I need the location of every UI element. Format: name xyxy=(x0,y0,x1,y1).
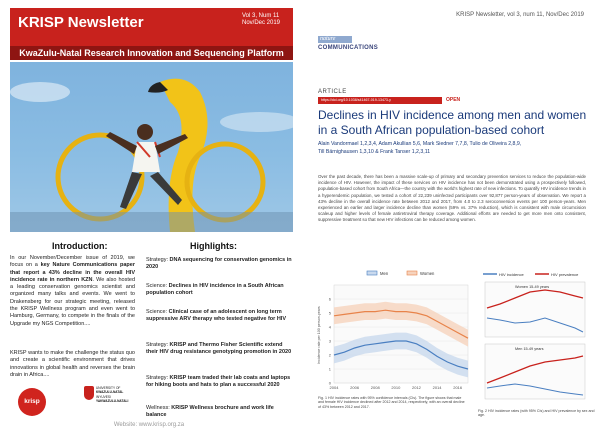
highlight-item[interactable] xyxy=(146,309,293,324)
legend-label: Women xyxy=(420,271,435,276)
highlight-item[interactable] xyxy=(146,375,293,390)
figure-1-caption: Fig. 1 HIV incidence rates with 95% confidence intervals (CIs). The figure shows that male and female HIV incidence declined after 2012 and 2014, respectively, with an overall decline of 43% between 2012 and 2017. xyxy=(318,396,465,409)
y-axis-label: Incidence rate per 100 person-years xyxy=(317,306,321,364)
introduction-paragraph xyxy=(10,255,135,328)
figure-2-chart xyxy=(475,268,597,408)
highlight-category: Science: xyxy=(146,309,169,315)
newsletter-page xyxy=(0,0,298,433)
y-tick-label: 2 xyxy=(328,352,331,358)
legend-swatch xyxy=(407,271,417,275)
highlight-category: Science: xyxy=(146,283,169,289)
intro-text-c: . We also hosted a leading conservation genomics scientist and organized many talks and events. We went to Drakensberg for our strategic meeting, released the KRISP Wellness program and even went to Hamburg, Germany, to compete in the finals of the Upgrade my NGS Competition.... xyxy=(10,276,136,327)
article-type-label: ARTICLE xyxy=(318,89,347,95)
panel-men-title: Men 15-49 years xyxy=(515,347,544,351)
logo-nature-word: nature xyxy=(320,36,336,42)
highlight-item[interactable] xyxy=(146,257,293,272)
panel-women-title: Women 15-49 years xyxy=(515,285,550,289)
highlights-heading: Highlights: xyxy=(190,241,237,251)
intro-text-a: In our November/December issue of 2019, we focus on a xyxy=(10,255,135,269)
panel-women-frame xyxy=(485,282,585,337)
article-abstract: Over the past decade, there has been a massive scale-up of primary and secondary prevention services to reduce the population-wide incidence of HIV. However, the impact of these services on HIV incidence has not been demonstrated using a prospectively followed, population-based cohort from South Africa—the country with the world's highest rate of new infections. To quantify HIV incidence trends in a hyperendemic population, we tested a cohort of 22,239 uninfected participants over 92,877 person-years of observation. We report a 43% decline in the overall incidence rate between 2012 and 2017, from 4.0 to 2.3 seroconversion events per 100 person-years. Men experienced an earlier and larger incidence decline than women (59% vs. 37% reduction), which is consistent with male circumcision scaleup and higher levels of female antiretroviral therapy coverage. Additional efforts are needed to get more men onto consistent, suppressive treatment so that new HIV infections can be reduced among women. xyxy=(318,174,586,223)
platform-name: KwaZulu-Natal Research Innovation and Sequencing Platform xyxy=(19,48,284,58)
highlight-text: Declines in HIV incidence in a South African population cohort xyxy=(146,283,284,297)
newsletter-title: KRISP Newsletter xyxy=(18,14,144,31)
issue-date: Nov/Dec 2019 xyxy=(242,20,281,26)
subtitle-bar xyxy=(10,46,293,60)
article-page xyxy=(302,0,600,433)
x-tick-label: 2006 xyxy=(350,385,360,390)
x-tick-label: 2008 xyxy=(370,385,380,390)
logo-communications-word: COMMUNICATIONS xyxy=(318,45,379,51)
volume-info xyxy=(242,13,288,27)
highlight-text: KRISP Wellness brochure and work life balance xyxy=(146,405,274,419)
author-list xyxy=(318,140,588,156)
doi-bar[interactable] xyxy=(318,97,442,104)
highlight-category: Strategy: xyxy=(146,257,170,263)
volume-number: Vol 3, Num 11 xyxy=(242,13,280,19)
ukzn-text: INYUVESI xyxy=(96,395,111,399)
article-title: Declines in HIV incidence among men and women in a South African population-based cohort xyxy=(318,108,587,137)
x-tick-label: 2004 xyxy=(329,385,339,390)
legend-prevalence-label: HIV prevalence xyxy=(551,272,579,277)
introduction-paragraph-2: KRISP wants to make the challenge the status quo and create a scientific environment that drives innovations in global health and reverses the brain drain in Africa.... xyxy=(10,350,135,378)
y-tick-label: 4 xyxy=(328,324,331,330)
highlight-text: KRISP and Thermo Fisher Scientific extend their HIV drug resistance genotyping promotion in 2020 xyxy=(146,342,292,356)
legend-label: Men xyxy=(380,271,389,276)
highlight-text: KRISP team traded their lab coats and laptops for hiking boots and hats to plan a successful 2020 xyxy=(146,375,291,389)
legend-swatch xyxy=(367,271,377,275)
y-tick-label: 1 xyxy=(328,366,331,372)
x-tick-label: 2010 xyxy=(391,385,401,390)
nature-communications-logo xyxy=(318,36,388,60)
highlight-category: Strategy: xyxy=(146,342,170,348)
hero-illustration xyxy=(10,62,293,232)
introduction-heading: Introduction: xyxy=(52,241,108,251)
hero-photo xyxy=(10,62,293,232)
ukzn-text: UNIVERSITY OF xyxy=(96,386,121,390)
highlight-item[interactable] xyxy=(146,405,293,420)
figure-2-caption: Fig. 2 HIV incidence rates (with 95% CIs) and HIV prevalence by sex and age. xyxy=(478,409,595,418)
highlight-text: Clinical case of an adolescent on long term suppressive ARV therapy who tested negative for HIV xyxy=(146,309,286,323)
highlight-text: DNA sequencing for conservation genomics in 2020 xyxy=(146,257,292,271)
ukzn-text: KWAZULU-NATAL xyxy=(96,390,124,394)
open-access-label: OPEN xyxy=(446,97,461,103)
y-tick-label: 5 xyxy=(328,310,331,316)
x-tick-label: 2014 xyxy=(432,385,442,390)
y-tick-label: 0 xyxy=(328,380,331,386)
legend-incidence-label: HIV incidence xyxy=(499,272,524,277)
highlight-category: Strategy: xyxy=(146,375,170,381)
panel-men-frame xyxy=(485,344,585,399)
y-tick-label: 6 xyxy=(328,296,331,302)
ukzn-text: YAKWAZULU-NATALI xyxy=(96,399,129,403)
intro-text-bold: key Nature Communications paper that report a 43% decline in the overall HIV incidence rate in northern KZN xyxy=(10,262,135,283)
figure-1-chart xyxy=(312,265,474,395)
krisp-logo: krisp xyxy=(18,388,46,416)
x-tick-label: 2012 xyxy=(412,385,421,390)
author-line: Till Bärnighausen 1,3,10 & Frank Tanser 1,2,3,11 xyxy=(318,149,431,155)
ukzn-logo xyxy=(84,384,132,418)
ukzn-crest-icon xyxy=(84,386,94,400)
x-tick-label: 2016 xyxy=(453,385,463,390)
doi-link[interactable]: https://doi.org/10.1038/s41467-019-13473-y xyxy=(321,98,391,102)
highlight-category: Wellness: xyxy=(146,405,172,411)
highlight-item[interactable] xyxy=(146,342,293,357)
newsletter-header xyxy=(10,8,293,46)
website-link[interactable]: Website: www.krisp.org.za xyxy=(113,422,185,428)
running-header: KRISP Newsletter, vol 3, num 11, Nov/Dec 2019 xyxy=(456,12,584,18)
y-tick-label: 3 xyxy=(328,338,331,344)
author-line: Alain Vandormael 1,2,3,4, Adam Akullian 5,6, Mark Siedner 7,7,8, Tulio de Oliveira 2,8,9, xyxy=(318,141,522,147)
highlight-item[interactable] xyxy=(146,283,293,298)
